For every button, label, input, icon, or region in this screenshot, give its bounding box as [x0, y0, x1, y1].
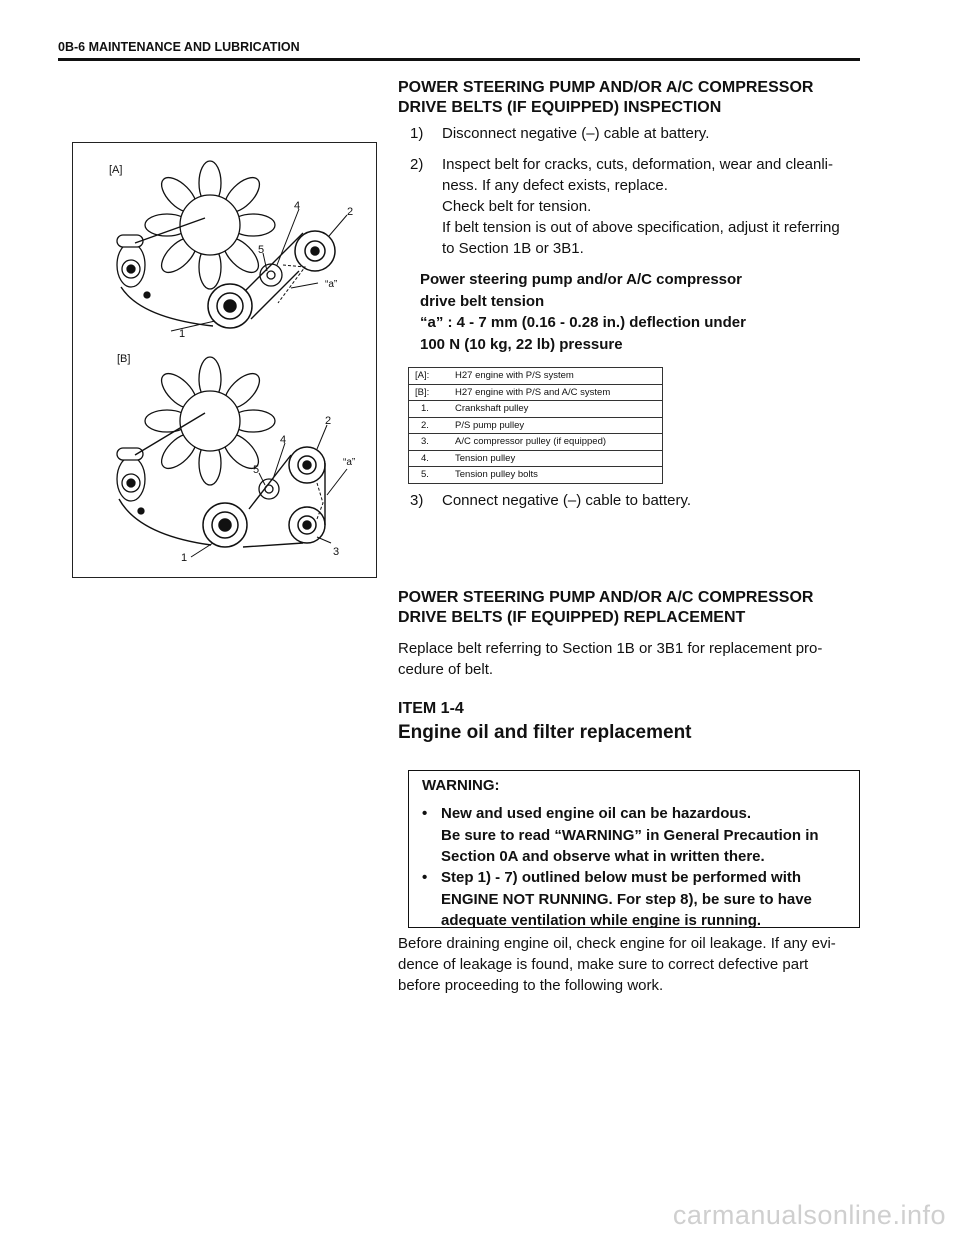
- legend-value: Tension pulley bolts: [451, 467, 663, 484]
- section1-title-line2: DRIVE BELTS (IF EQUIPPED) INSPECTION: [398, 99, 722, 116]
- legend-row: [409, 401, 663, 418]
- step-text-line1: Inspect belt for cracks, cuts, deformation, wear and cleanli-: [442, 156, 834, 173]
- step-text: Disconnect negative (–) cable at battery.: [442, 125, 710, 142]
- step-3: [410, 490, 860, 511]
- section2: [398, 588, 860, 680]
- section3-body-line1: Before draining engine oil, check engine for oil leakage. If any evi-: [398, 935, 836, 952]
- step-number: 3): [410, 492, 424, 509]
- bullet-icon: •: [422, 805, 428, 822]
- belt-tension-spec: [420, 269, 860, 355]
- warning-text: Step 1) - 7) outlined below must be performed with: [441, 869, 802, 886]
- ps-pump-pulley-a-icon: [295, 231, 335, 271]
- legend-value: H27 engine with P/S system: [451, 368, 663, 385]
- callout-4a: 4: [294, 200, 301, 212]
- label-a: [A]: [109, 164, 123, 176]
- label-b: [B]: [117, 353, 131, 365]
- belt-diagram-figure: [72, 142, 377, 578]
- section3-body-line3: before proceeding to the following work.: [398, 977, 664, 994]
- step-number: 2): [410, 156, 424, 173]
- warning-text: adequate ventilation while engine is running.: [441, 912, 762, 929]
- legend-row: [409, 368, 663, 385]
- step-text-line2: ness. If any defect exists, replace.: [442, 177, 668, 194]
- legend-row: [409, 434, 663, 451]
- step-text-line3: Check belt for tension.: [442, 198, 592, 215]
- legend-row: [409, 450, 663, 467]
- section1-title-line1: POWER STEERING PUMP AND/OR A/C COMPRESSOR: [398, 79, 814, 96]
- section3-title: Engine oil and filter replacement: [398, 722, 692, 743]
- callout-5b: 5: [253, 464, 260, 476]
- callout-3b: 3: [333, 546, 340, 558]
- warning-text: Section 0A and observe what in written there.: [441, 848, 765, 865]
- crankshaft-pulley-b-icon: [203, 503, 247, 547]
- step-text: Connect negative (–) cable to battery.: [442, 492, 692, 509]
- section2-title-line2: DRIVE BELTS (IF EQUIPPED) REPLACEMENT: [398, 609, 746, 626]
- fan-a-icon: [145, 161, 275, 289]
- legend-key: 2.: [409, 417, 452, 434]
- warning-bullet-1: [422, 803, 852, 868]
- legend-key: 5.: [409, 467, 452, 484]
- ps-pump-pulley-b-icon: [289, 447, 325, 483]
- spec-line1: Power steering pump and/or A/C compressor: [420, 271, 743, 288]
- section3-body: [398, 933, 860, 996]
- callout-a-b: “a”: [343, 457, 356, 468]
- item-number: ITEM 1-4: [398, 700, 464, 717]
- warning-text: New and used engine oil can be hazardous.: [441, 805, 752, 822]
- legend-table: [408, 367, 663, 484]
- legend-key: [B]:: [409, 384, 452, 401]
- callout-1b: 1: [181, 552, 188, 564]
- belt-diagram: [73, 143, 376, 577]
- step-text-line4: If belt tension is out of above specification, adjust it referring: [442, 219, 840, 236]
- spec-line2: drive belt tension: [420, 292, 545, 310]
- legend-value: Tension pulley: [451, 450, 663, 467]
- spec-line4: 100 N (10 kg, 22 lb) pressure: [420, 335, 623, 353]
- section3-body-line2: dence of leakage is found, make sure to correct defective part: [398, 956, 809, 973]
- deflection-a: [278, 265, 305, 303]
- warning-bullet-2: [422, 867, 852, 932]
- legend-key: 3.: [409, 434, 452, 451]
- legend-row: [409, 467, 663, 484]
- step-1: [410, 123, 860, 144]
- callout-5a: 5: [258, 244, 265, 256]
- step-2: [410, 154, 860, 259]
- legend-value: Crankshaft pulley: [451, 401, 663, 418]
- legend-row: [409, 384, 663, 401]
- warning-box: [408, 770, 860, 928]
- step-text-line5: to Section 1B or 3B1.: [442, 240, 584, 257]
- section2-body-line2: cedure of belt.: [398, 661, 494, 678]
- legend-key: 4.: [409, 450, 452, 467]
- bullet-icon: •: [422, 869, 428, 886]
- legend-value: H27 engine with P/S and A/C system: [451, 384, 663, 401]
- spec-line3: “a” : 4 - 7 mm (0.16 - 0.28 in.) deflection under: [420, 314, 746, 331]
- callout-a-a: “a”: [325, 279, 338, 290]
- callout-4b: 4: [280, 434, 287, 446]
- tension-pulley-b-icon: [259, 479, 279, 499]
- warning-text: ENGINE NOT RUNNING. For step 8), be sure to have: [441, 890, 812, 908]
- callout-2a: 2: [347, 206, 354, 218]
- warning-text: Be sure to read “WARNING” in General Precaution in: [441, 826, 819, 844]
- section2-title-line1: POWER STEERING PUMP AND/OR A/C COMPRESSOR: [398, 589, 814, 606]
- legend-value: A/C compressor pulley (if equipped): [451, 434, 663, 451]
- watermark: carmanualsonline.info: [672, 1200, 946, 1230]
- section2-body-line1: Replace belt referring to Section 1B or 3B1 for replacement pro-: [398, 640, 823, 657]
- alternator-b-icon: [117, 448, 145, 514]
- callout-2b: 2: [325, 415, 332, 427]
- tension-pulley-a-icon: [260, 264, 282, 286]
- legend-row: [409, 417, 663, 434]
- legend-key: 1.: [409, 401, 452, 418]
- step-number: 1): [410, 125, 424, 142]
- header-rule: [58, 58, 860, 61]
- callout-1a: 1: [179, 328, 186, 340]
- legend-key: [A]:: [409, 368, 452, 385]
- page-header: 0B-6 MAINTENANCE AND LUBRICATION: [58, 40, 300, 54]
- legend-value: P/S pump pulley: [451, 417, 663, 434]
- warning-title: WARNING:: [422, 777, 500, 794]
- section1-title: [398, 78, 860, 118]
